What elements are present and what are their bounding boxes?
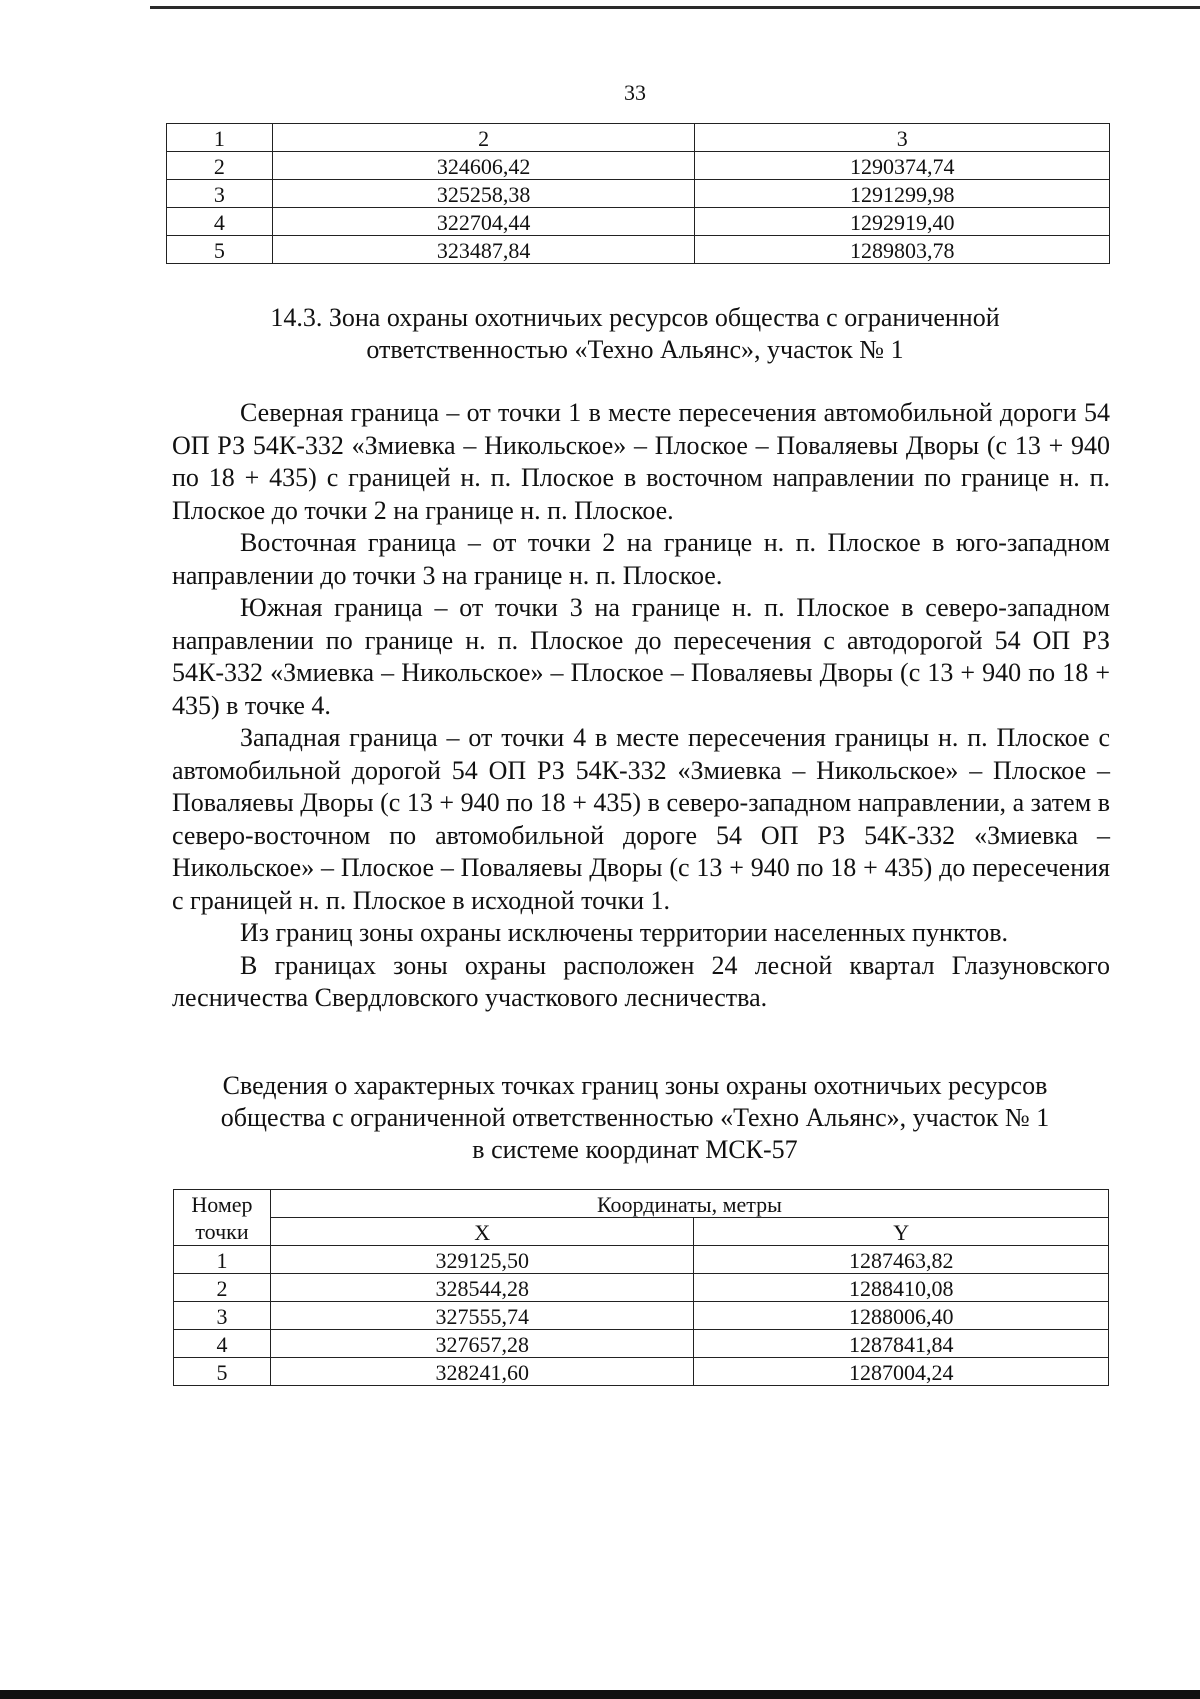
y-coordinate-cell: 1288006,40 <box>694 1302 1109 1330</box>
coordinates-header: Координаты, метры <box>270 1190 1108 1218</box>
x-coordinate-cell: 327555,74 <box>270 1302 694 1330</box>
table-row <box>167 236 1110 264</box>
table-caption-line: в системе координат МСК-57 <box>472 1135 798 1164</box>
table-row <box>167 152 1110 180</box>
point-number-cell: 4 <box>174 1330 271 1358</box>
table-caption <box>150 1070 1120 1166</box>
coordinates-table-continued <box>166 123 1110 264</box>
coordinates-table <box>173 1189 1109 1386</box>
table-row <box>174 1330 1109 1358</box>
point-number-cell: 3 <box>174 1302 271 1330</box>
point-number-cell: 2 <box>167 152 273 180</box>
table-header-row <box>174 1190 1109 1218</box>
point-number-cell: 1 <box>174 1246 271 1274</box>
south-boundary-paragraph: Южная граница – от точки 3 на границе н. п. Плоское в северо-западном направлении по границе н. п. Плоское до пересечения с автодорогой 54 ОП РЗ 54К-332 «Змиевка – Никольское» – Плоское – Поваляевы Дворы (с 13 + 940 по 18 + 435) в точке 4. <box>172 593 1110 720</box>
x-coordinate-cell: 327657,28 <box>270 1330 694 1358</box>
table-row <box>174 1246 1109 1274</box>
table-header-cell: 2 <box>272 124 695 152</box>
y-coordinate-cell: 1289803,78 <box>695 236 1110 264</box>
table-header-cell: 3 <box>695 124 1110 152</box>
north-boundary-paragraph: Северная граница – от точки 1 в месте пересечения автомобильной дороги 54 ОП РЗ 54К-332 «Змиевка – Никольское» – Плоское – Поваляевы Дворы (с 13 + 940 по 18 + 435) с границей н. п. Плоское в восточном направлении по границе н. п. Плоское до точки 2 на границе н. п. Плоское. <box>172 398 1110 525</box>
y-coordinate-cell: 1292919,40 <box>695 208 1110 236</box>
point-number-cell: 4 <box>167 208 273 236</box>
y-coordinate-cell: 1288410,08 <box>694 1274 1109 1302</box>
y-coordinate-cell: 1291299,98 <box>695 180 1110 208</box>
x-coordinate-cell: 324606,42 <box>272 152 695 180</box>
exclusions-paragraph: Из границ зоны охраны исключены территории населенных пунктов. <box>240 918 1009 947</box>
x-column-header: X <box>270 1218 694 1246</box>
table-caption-line: Сведения о характерных точках границ зоны охраны охотничьих ресурсов <box>222 1071 1048 1100</box>
section-heading <box>150 302 1120 366</box>
table-row <box>174 1302 1109 1330</box>
x-coordinate-cell: 322704,44 <box>272 208 695 236</box>
boundary-description <box>172 397 1110 1015</box>
y-coordinate-cell: 1290374,74 <box>695 152 1110 180</box>
y-coordinate-cell: 1287841,84 <box>694 1330 1109 1358</box>
table-row <box>174 1274 1109 1302</box>
table-row <box>167 180 1110 208</box>
point-number-header: Номер <box>174 1190 271 1218</box>
scan-edge-top <box>150 6 1200 9</box>
page-number: 33 <box>624 80 646 105</box>
y-coordinate-cell: 1287004,24 <box>694 1358 1109 1386</box>
west-boundary-paragraph: Западная граница – от точки 4 в месте пересечения границы н. п. Плоское с автомобильной дорогой 54 ОП РЗ 54К-332 «Змиевка – Никольское» – Плоское – Поваляевы Дворы (с 13 + 940 по 18 + 435) в северо-западном направлении, а затем в северо-восточном по автомобильной дороге 54 ОП РЗ 54К-332 «Змиевка – Никольское» – Плоское – Поваляевы Дворы (с 13 + 940 по 18 + 435) до пересечения с границей н. п. Плоское в исходной точки 1. <box>172 723 1110 915</box>
table-row <box>167 208 1110 236</box>
x-coordinate-cell: 329125,50 <box>270 1246 694 1274</box>
x-coordinate-cell: 323487,84 <box>272 236 695 264</box>
section-heading-line: 14.3. Зона охраны охотничьих ресурсов общества с ограниченной <box>270 303 1000 332</box>
scan-edge-bottom <box>0 1690 1200 1699</box>
y-coordinate-cell: 1287463,82 <box>694 1246 1109 1274</box>
table-header-row <box>174 1218 1109 1246</box>
x-coordinate-cell: 328544,28 <box>270 1274 694 1302</box>
x-coordinate-cell: 325258,38 <box>272 180 695 208</box>
east-boundary-paragraph: Восточная граница – от точки 2 на границе н. п. Плоское в юго-западном направлении до точки 3 на границе н. п. Плоское. <box>172 528 1110 590</box>
point-number-cell: 2 <box>174 1274 271 1302</box>
table-caption-line: общества с ограниченной ответственностью «Техно Альянс», участок № 1 <box>220 1103 1050 1132</box>
table-header-row <box>167 124 1110 152</box>
point-number-cell: 5 <box>174 1358 271 1386</box>
point-number-cell: 3 <box>167 180 273 208</box>
y-column-header: Y <box>694 1218 1109 1246</box>
table-header-cell: 1 <box>167 124 273 152</box>
table-row <box>174 1358 1109 1386</box>
section-heading-line: ответственностью «Техно Альянс», участок № 1 <box>366 335 904 364</box>
point-number-cell: 5 <box>167 236 273 264</box>
x-coordinate-cell: 328241,60 <box>270 1358 694 1386</box>
forest-quarter-paragraph: В границах зоны охраны расположен 24 лесной квартал Глазуновского лесничества Свердловского участкового лесничества. <box>172 950 1110 1012</box>
point-number-header-continued: точки <box>174 1218 271 1246</box>
